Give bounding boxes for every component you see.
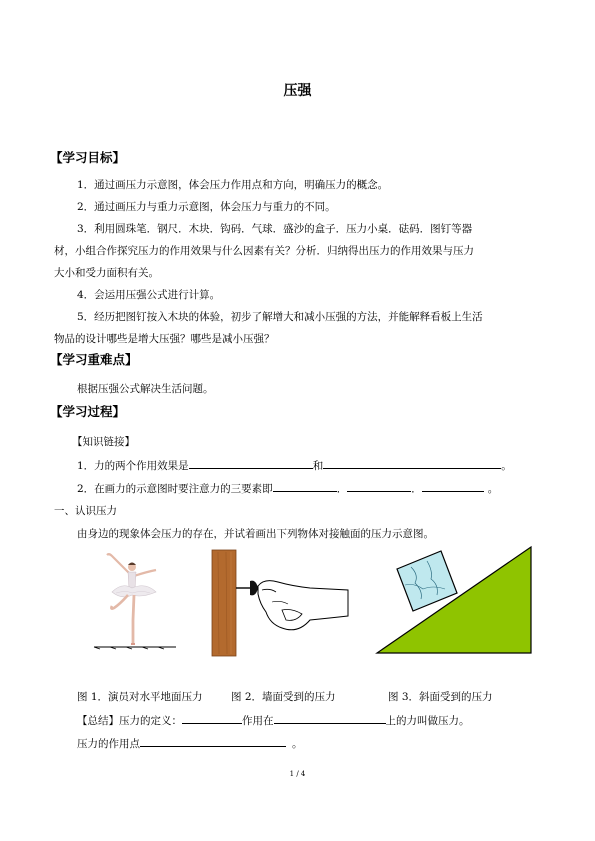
key-points-heading: 【学习重难点】: [50, 352, 138, 367]
page-number: 1 / 4: [289, 770, 306, 778]
question-2: [77, 480, 498, 496]
summary-mid: 作用在: [242, 715, 274, 727]
section-heading: 一、认识压力: [54, 505, 117, 517]
inclined-slope: [377, 547, 531, 653]
slope-box-figure: [375, 545, 535, 657]
answer-blank[interactable]: [422, 480, 484, 492]
figure-3-caption: 图 3．斜面受到的压力: [388, 691, 493, 703]
hand-outline: [258, 581, 348, 630]
question-1-mid: 和: [312, 460, 324, 472]
answer-blank[interactable]: [189, 457, 313, 469]
question-2-suffix: 。: [487, 483, 499, 495]
objective-line: 3．利用圆珠笔．钢尺．木块．钩码．气球．盛沙的盒子．压力小桌．砝码．图钉等器: [77, 223, 473, 235]
objectives-heading: 【学习目标】: [50, 150, 126, 165]
answer-blank[interactable]: [347, 480, 411, 492]
answer-blank[interactable]: [323, 457, 501, 469]
section-intro: 由身边的现象体会压力的存在，并试着画出下列物体对接触面的压力示意图。: [77, 528, 434, 540]
summary-prefix: 【总结】压力的定义：: [77, 715, 182, 727]
box-on-slope: [397, 551, 457, 611]
figure-2-caption: 图 2．墙面受到的压力: [231, 691, 336, 703]
pushpin-head: [250, 581, 258, 596]
answer-blank[interactable]: [274, 712, 386, 724]
point-line: [77, 735, 303, 751]
answer-blank[interactable]: [140, 735, 286, 747]
point-suffix: 。: [292, 738, 303, 750]
process-heading: 【学习过程】: [50, 404, 126, 419]
summary-line: [77, 712, 470, 728]
point-prefix: 压力的作用点: [77, 738, 140, 750]
question-2-prefix: 2．在画力的示意图时要注意力的三要素即: [77, 483, 273, 495]
objective-line: 1．通过画压力示意图，体会压力作用点和方向，明确压力的概念。: [77, 179, 389, 191]
question-2-sep: ．: [336, 483, 348, 495]
objective-line: 5．经历把图钉按入木块的体验，初步了解增大和减小压强的方法，并能解释看板上生活: [77, 311, 483, 323]
knowledge-link-label: 【知识链接】: [72, 436, 135, 448]
question-2-sep: ．: [411, 483, 422, 495]
answer-blank[interactable]: [182, 712, 242, 724]
key-points-text: 根据压强公式解决生活问题。: [77, 383, 214, 395]
summary-suffix: 上的力叫做压力。: [385, 715, 470, 727]
question-1-prefix: 1．力的两个作用效果是: [77, 460, 189, 472]
objective-line: 物品的设计哪些是增大压强？哪些是减小压强？: [54, 333, 275, 345]
objective-line: 材，小组合作探究压力的作用效果与什么因素有关？分析．归纳得出压力的作用效果与压力: [54, 245, 474, 257]
thumb-pin-figure: [210, 548, 350, 660]
ballerina-figure: [90, 548, 180, 650]
question-1-suffix: 。: [501, 460, 512, 472]
wooden-wall: [212, 550, 236, 656]
objective-line: 4．会运用压强公式进行计算。: [77, 289, 221, 301]
answer-blank[interactable]: [273, 480, 337, 492]
page-title: 压强: [283, 83, 312, 99]
objective-line: 大小和受力面积有关。: [54, 267, 159, 279]
objective-line: 2．通过画压力与重力示意图，体会压力与重力的不同。: [77, 201, 336, 213]
figure-1-caption: 图 1．演员对水平地面压力: [77, 691, 203, 703]
question-1: [77, 457, 512, 473]
